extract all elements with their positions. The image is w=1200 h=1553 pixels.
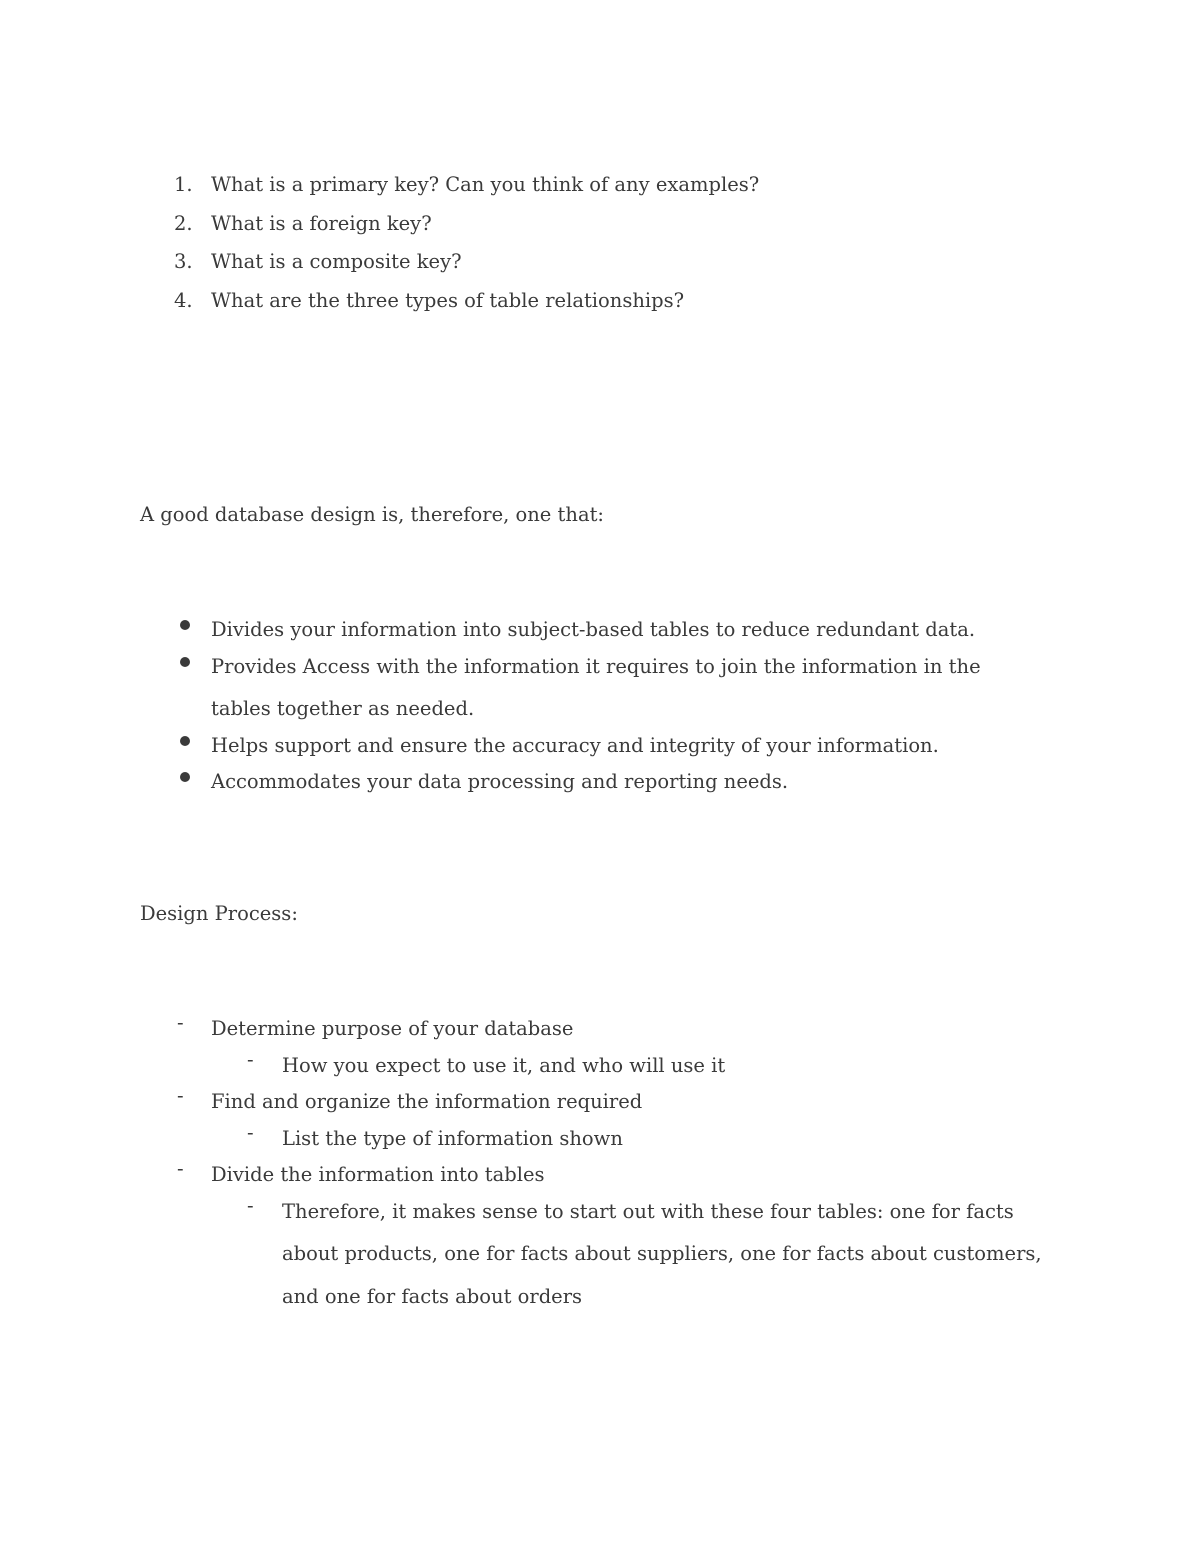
question-item (140, 286, 1100, 325)
question-text: What is a composite key? (211, 250, 462, 273)
dash-icon: - (177, 1084, 184, 1107)
list-item (140, 761, 1040, 804)
question-list (140, 170, 1100, 324)
dash-icon: - (177, 1157, 184, 1180)
dash-icon: - (247, 1047, 254, 1071)
question-item (140, 247, 1100, 286)
step-text: Find and organize the information required (211, 1090, 643, 1113)
bullet-text: Helps support and ensure the accuracy and integrity of your information. (211, 733, 939, 757)
dash-icon: - (247, 1120, 254, 1144)
question-text: What is a primary key? Can you think of any examples? (211, 173, 760, 196)
list-number: 2. (174, 211, 193, 235)
substep-text: List the type of information shown (282, 1126, 623, 1150)
design-criteria-list (140, 615, 1040, 804)
design-process-list (140, 1011, 1060, 1318)
bullet-icon (180, 772, 190, 782)
bullet-text: Provides Access with the information it requires to join the information in the tables together as needed. (211, 654, 981, 720)
question-text: What is a foreign key? (211, 211, 432, 235)
bullet-text: Accommodates your data processing and reporting needs. (211, 770, 789, 793)
list-item (140, 646, 1040, 731)
dash-icon: - (177, 1011, 184, 1034)
bullet-icon (180, 736, 190, 746)
bullet-icon (180, 657, 190, 667)
list-number: 1. (174, 173, 193, 196)
list-number: 3. (174, 250, 193, 273)
list-number: 4. (174, 288, 193, 312)
substep-text: Therefore, it makes sense to start out with these four tables: one for facts about products, one for facts about suppliers, one for facts about customers, and one for facts about orders (282, 1199, 1042, 1308)
step-text: Divide the information into tables (211, 1163, 545, 1186)
process-substep (140, 1191, 1060, 1319)
intro-paragraph: A good database design is, therefore, one that: (140, 503, 604, 526)
bullet-icon (180, 620, 190, 630)
step-text: Determine purpose of your database (211, 1017, 574, 1040)
bullet-text: Divides your information into subject-based tables to reduce redundant data. (211, 618, 976, 641)
substep-text: How you expect to use it, and who will use it (282, 1053, 726, 1077)
question-item (140, 170, 1100, 209)
question-item (140, 209, 1100, 248)
section-heading: Design Process: (140, 902, 298, 925)
question-text: What are the three types of table relationships? (211, 288, 685, 312)
dash-icon: - (247, 1193, 254, 1217)
